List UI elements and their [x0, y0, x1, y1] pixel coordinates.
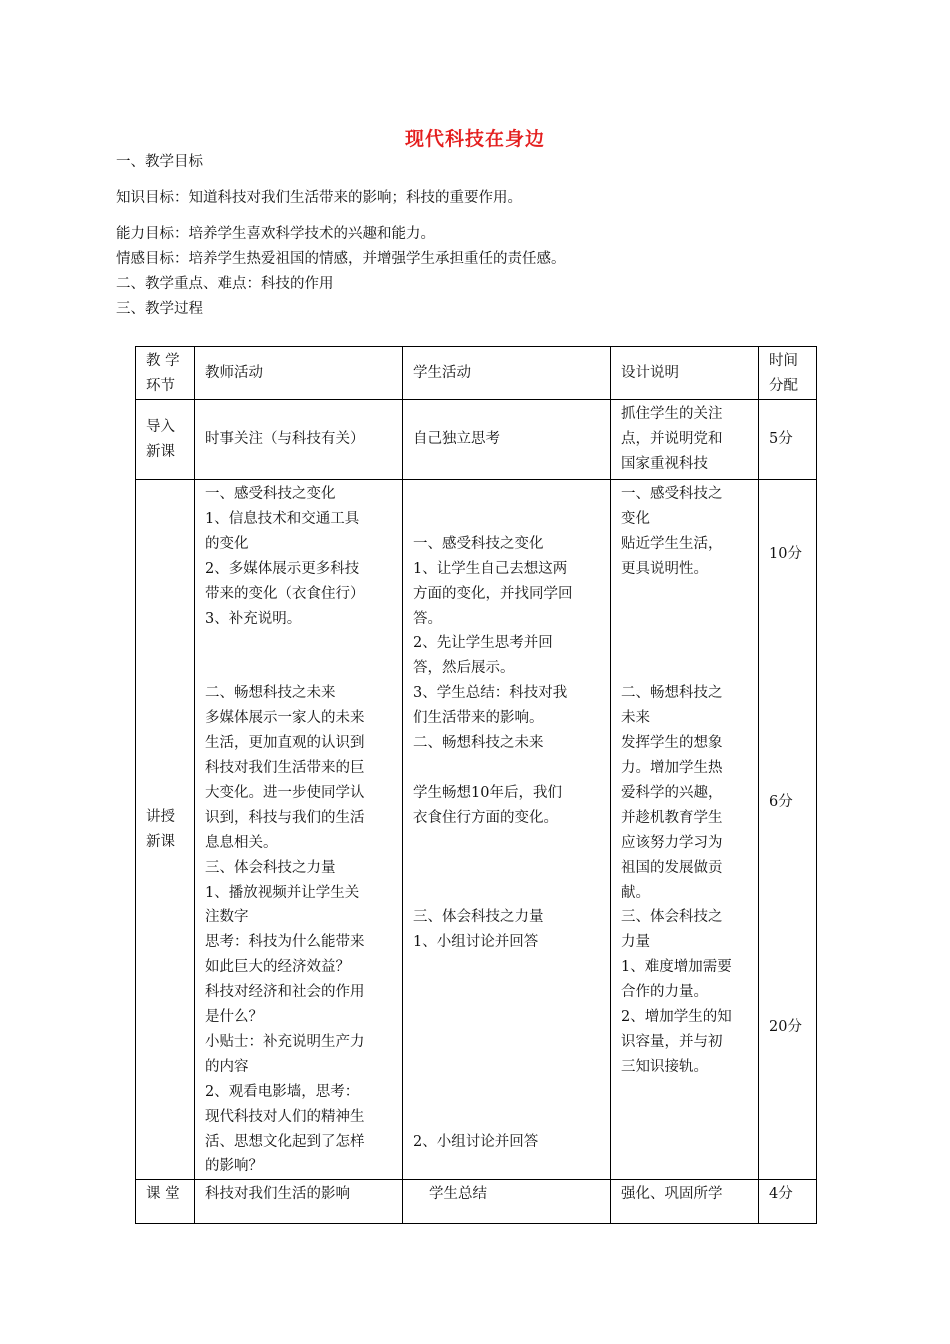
emotion-objective: 情感目标：培养学生热爱祖国的情感，并增强学生承担重任的责任感。 [116, 251, 566, 267]
lecture-time-c: 20分 [769, 1019, 802, 1035]
intro-teacher: 时事关注（与科技有关） [195, 400, 403, 480]
table-row-lecture [136, 480, 817, 1180]
class-student: 学生总结 [403, 1180, 611, 1224]
class-teacher: 科技对我们生活的影响 [195, 1180, 403, 1224]
header-stage: 教 学 环节 [136, 347, 195, 400]
intro-student: 自己独立思考 [403, 400, 611, 480]
ability-objective: 能力目标：培养学生喜欢科学技术的兴趣和能力。 [116, 226, 435, 242]
header-design: 设计说明 [611, 347, 759, 400]
knowledge-objective: 知识目标：知道科技对我们生活带来的影响；科技的重要作用。 [116, 190, 522, 206]
lecture-time [759, 480, 817, 1180]
class-stage: 课 堂 [136, 1180, 195, 1224]
intro-design: 抓住学生的关注 点，并说明党和 国家重视科技 [611, 400, 759, 480]
lecture-time-b: 6分 [769, 794, 793, 810]
table-row-intro [136, 400, 817, 480]
table-row-class [136, 1180, 817, 1224]
intro-stage: 导入 新课 [136, 400, 195, 480]
document-title: 现代科技在身边 [404, 128, 545, 150]
section-objectives: 一、教学目标 [116, 154, 203, 170]
class-design: 强化、巩固所学 [611, 1180, 759, 1224]
table-header-row [136, 347, 817, 400]
lecture-design: 一、感受科技之 变化 贴近学生生活， 更具说明性。 二、畅想科技之 未来 发挥学生的想象 力。增加学生热 爱科学的兴趣， 并趁机教育学生 应该努力学习为 祖国的发展做贡 献。 三、体会科技之 力量 1、难度增加需要 合作的力量。 2、增加学生的知 识容量，并与初 三知识接轨。 [611, 480, 759, 1180]
header-student: 学生活动 [403, 347, 611, 400]
header-time: 时间 分配 [759, 347, 817, 400]
header-teacher: 教师活动 [195, 347, 403, 400]
lesson-process-table [135, 346, 817, 1224]
section-process: 三、教学过程 [116, 301, 203, 317]
lecture-teacher: 一、感受科技之变化 1、信息技术和交通工具 的变化 2、多媒体展示更多科技 带来的变化（衣食住行） 3、补充说明。 二、畅想科技之未来 多媒体展示一家人的未来 生活，更加直观的认识到 科技对我们生活带来的巨 大变化。进一步使同学认 识到，科技与我们的生活 息息相关。 三、体会科技之力量 1、播放视频并让学生关 注数字 思考：科技为什么能带来 如此巨大的经济效益？ 科技对经济和社会的作用 是什么？ 小贴士：补充说明生产力 的内容 2、观看电影墙，思考： 现代科技对人们的精神生 活、思想文化起到了怎样 的影响？ [195, 480, 403, 1180]
lecture-student: 一、感受科技之变化 1、让学生自己去想这两 方面的变化，并找同学回 答。 2、先让学生思考并回 答，然后展示。 3、学生总结：科技对我 们生活带来的影响。 二、畅想科技之未来 学生畅想10年后，我们 衣食住行方面的变化。 三、体会科技之力量 1、小组讨论并回答 2、小组讨论并回答 [403, 480, 611, 1180]
section-key-points: 二、教学重点、难点：科技的作用 [116, 276, 334, 292]
intro-time: 5分 [759, 400, 817, 480]
lecture-stage: 讲授 新课 [136, 480, 195, 1180]
lecture-time-a: 10分 [769, 546, 802, 562]
class-time: 4分 [759, 1180, 817, 1224]
